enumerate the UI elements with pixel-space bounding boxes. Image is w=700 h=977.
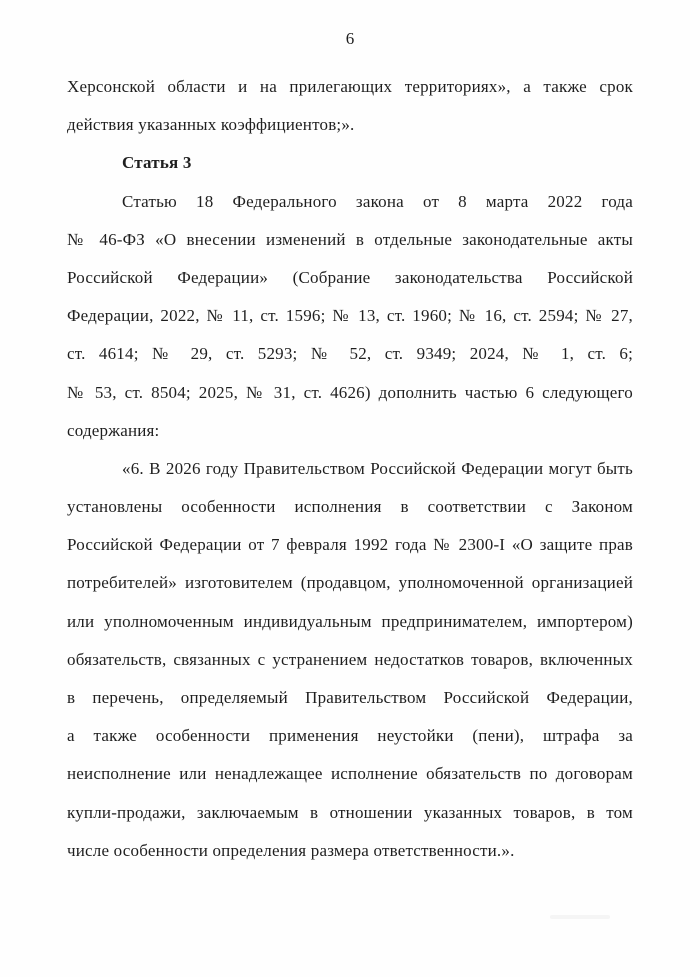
text-line: неисполнение или ненадлежащее исполнение обязательств по договорам — [67, 764, 633, 784]
paragraph — [67, 183, 633, 450]
text-line: Российской Федерации от 7 февраля 1992 года № 2300-I «О защите прав — [67, 535, 633, 555]
text-line: Статью 18 Федерального закона от 8 марта 2022 года — [122, 191, 633, 211]
paragraph — [67, 450, 633, 870]
page-number: 6 — [345, 29, 355, 48]
text-line: Херсонской области и на прилегающих территориях», а также срок — [67, 77, 633, 96]
text-line: числе особенности определения размера ответственности.». — [67, 840, 515, 860]
text-line: № 53, ст. 8504; 2025, № 31, ст. 4626) дополнить частью 6 следующего — [67, 382, 633, 402]
scan-artifact — [550, 915, 610, 919]
text-line: потребителей» изготовителем (продавцом, уполномоченной организацией — [67, 573, 633, 593]
text-line: Федерации, 2022, № 11, ст. 1596; № 13, ст. 1960; № 16, ст. 2594; № 27, — [67, 306, 633, 326]
document-body — [67, 68, 633, 870]
text-line: в перечень, определяемый Правительством Российской Федерации, — [67, 688, 633, 707]
article-heading — [67, 144, 633, 182]
text-line: а также особенности применения неустойки (пени), штрафа за — [67, 726, 633, 746]
text-line: обязательств, связанных с устранением недостатков товаров, включенных — [67, 649, 633, 669]
paragraph — [67, 68, 633, 144]
text-line: или уполномоченным индивидуальным предпринимателем, импортером) — [67, 611, 633, 631]
text-line: № 46-ФЗ «О внесении изменений в отдельные законодательные акты — [67, 229, 633, 249]
heading-line: Статья 3 — [122, 153, 192, 173]
text-line: Российской Федерации» (Собрание законодательства Российской — [67, 267, 633, 287]
text-line: действия указанных коэффициентов;». — [67, 115, 355, 135]
text-line: ст. 4614; № 29, ст. 5293; № 52, ст. 9349; 2024, № 1, ст. 6; — [67, 344, 633, 364]
text-line: содержания: — [67, 420, 160, 440]
text-line: установлены особенности исполнения в соответствии с Законом — [67, 497, 633, 517]
text-line: купли-продажи, заключаемым в отношении указанных товаров, в том — [67, 802, 633, 822]
text-line: «6. В 2026 году Правительством Российской Федерации могут быть — [122, 458, 633, 478]
